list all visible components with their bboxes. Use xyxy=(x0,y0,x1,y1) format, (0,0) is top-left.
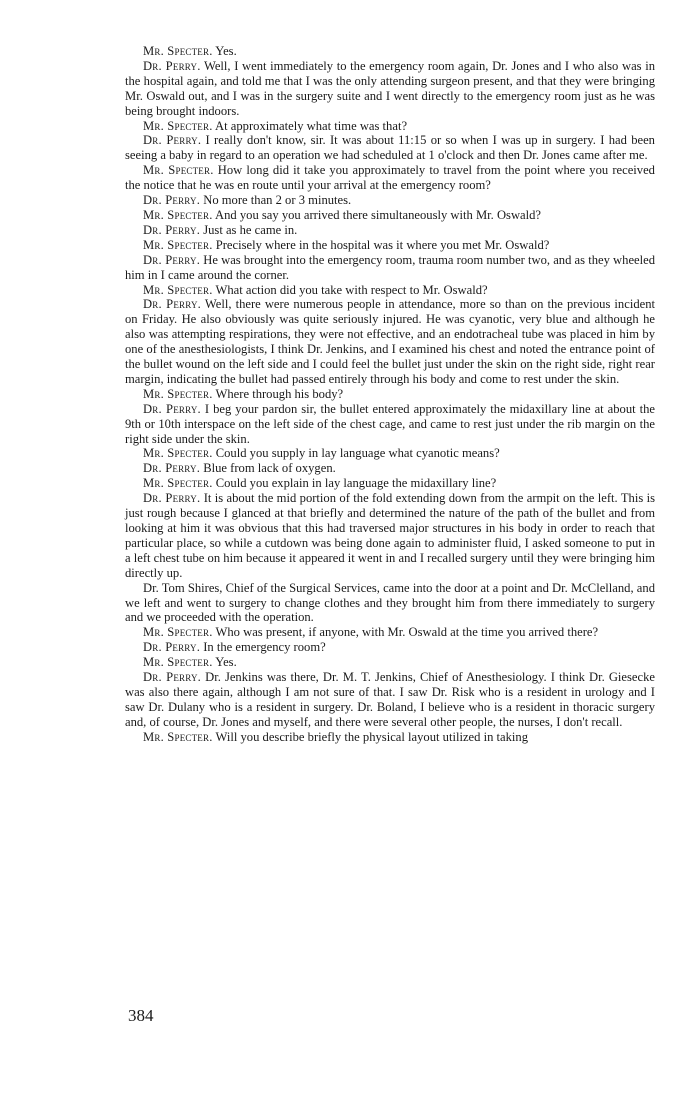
paragraph-text: I really don't know, sir. It was about 11:15 or so when I was up in surgery. I had been seeing a baby in regard to an operation we had scheduled at 1 o'clock and then Dr. Jones came after me. xyxy=(125,133,655,163)
speaker-label: Dr. Perry. xyxy=(143,640,201,655)
paragraph-text: Just as he came in. xyxy=(203,222,298,237)
paragraph-text: Yes. xyxy=(215,44,237,58)
speaker-label: Dr. Perry. xyxy=(143,461,201,476)
page-number: 384 xyxy=(128,1006,154,1025)
transcript-paragraph xyxy=(125,581,655,626)
transcript-paragraph xyxy=(125,491,655,580)
transcript-paragraph xyxy=(125,193,655,208)
speaker-label: Mr. Specter. xyxy=(143,655,213,670)
speaker-label: Dr. Perry. xyxy=(143,252,201,267)
speaker-label: Mr. Specter. xyxy=(143,446,213,461)
paragraph-text: Where through his body? xyxy=(215,386,344,401)
speaker-label: Mr. Specter. xyxy=(143,118,213,133)
transcript-paragraph xyxy=(125,640,655,655)
transcript-paragraph xyxy=(125,253,655,283)
transcript-paragraph xyxy=(125,446,655,461)
transcript-paragraph xyxy=(125,297,655,386)
paragraph-text: At approximately what time was that? xyxy=(215,118,408,133)
paragraph-text: Could you explain in lay language the midaxillary line? xyxy=(215,476,497,491)
paragraph-text: No more than 2 or 3 minutes. xyxy=(203,193,352,208)
speaker-label: Dr. Perry. xyxy=(143,401,201,416)
transcript-paragraph xyxy=(125,387,655,402)
transcript-paragraph xyxy=(125,238,655,253)
paragraph-text: Blue from lack of oxygen. xyxy=(203,461,336,476)
speaker-label: Dr. Perry. xyxy=(143,297,201,312)
transcript-paragraph xyxy=(125,655,655,670)
speaker-label: Mr. Specter. xyxy=(143,386,213,401)
paragraph-text: I beg your pardon sir, the bullet entered approximately the midaxillary line at about the 9th or 10th interspace on the left side of the chest cage, and came to rest just under the rib margin on the right side under the skin. xyxy=(125,401,655,446)
transcript-paragraph xyxy=(125,133,655,163)
paragraph-text: Yes. xyxy=(215,655,237,670)
paragraph-text: What action did you take with respect to Mr. Oswald? xyxy=(215,282,488,297)
transcript-paragraph xyxy=(125,476,655,491)
transcript-paragraph xyxy=(125,59,655,119)
paragraph-text: Dr. Tom Shires, Chief of the Surgical Services, came into the door at a point and Dr. McClelland, and we left and went to surgery to change clothes and they brought him from there immediately to surgery and we proceeded with the operation. xyxy=(125,580,655,625)
speaker-label: Dr. Perry. xyxy=(143,193,201,208)
transcript-paragraph xyxy=(125,625,655,640)
speaker-label: Mr. Specter. xyxy=(143,163,214,178)
speaker-label: Dr. Perry. xyxy=(143,670,201,685)
speaker-label: Mr. Specter. xyxy=(143,476,213,491)
transcript-paragraph xyxy=(125,119,655,134)
transcript-paragraph xyxy=(125,223,655,238)
transcript-paragraph xyxy=(125,461,655,476)
transcript-paragraph xyxy=(125,283,655,298)
speaker-label: Mr. Specter. xyxy=(143,44,213,58)
paragraph-text: Could you supply in lay language what cyanotic means? xyxy=(215,446,500,461)
transcript-paragraph xyxy=(125,208,655,223)
transcript-paragraph xyxy=(125,402,655,447)
transcript-paragraph xyxy=(125,670,655,730)
speaker-label: Dr. Perry. xyxy=(143,58,201,73)
speaker-label: Mr. Specter. xyxy=(143,237,213,252)
speaker-label: Dr. Perry. xyxy=(143,222,201,237)
paragraph-text: Precisely where in the hospital was it where you met Mr. Oswald? xyxy=(215,237,550,252)
paragraph-text: Well, I went immediately to the emergency room again, Dr. Jones and I who also was in the hospital again, and told me that I was the only attending surgeon present, and that they were bringing Mr. Oswald out, and I was in the surgery suite and I went directly to the emergency room just as he was being brought indoors. xyxy=(125,58,655,118)
paragraph-text: It is about the mid portion of the fold extending down from the armpit on the left. This is just rough because I glanced at that briefly and determined the nature of the path of the bullet and from looking at him it was obvious that this had traversed major structures in his body in order to reach that particular place, so while a cutdown was being done again to administer fluid, I asked someone to put in a left chest tube on him because it appeared it went in and I recalled surgery until they were bringing him directly up. xyxy=(125,491,655,580)
paragraph-text: He was brought into the emergency room, trauma room number two, and as they wheeled him in I came around the corner. xyxy=(125,252,656,282)
transcript-paragraph xyxy=(125,163,655,193)
speaker-label: Mr. Specter. xyxy=(143,625,213,640)
speaker-label: Mr. Specter. xyxy=(143,207,213,222)
paragraph-text: Will you describe briefly the physical layout utilized in taking xyxy=(215,729,528,744)
speaker-label: Mr. Specter. xyxy=(143,282,213,297)
transcript-paragraph xyxy=(125,730,655,745)
transcript-page xyxy=(125,44,655,745)
paragraph-text: Dr. Jenkins was there, Dr. M. T. Jenkins, Chief of Anesthesiology. I think Dr. Giesecke was also there again, although I am not sure of that. I saw Dr. Risk who is a resident in urology and I saw Dr. Dulany who is a resident in surgery. Dr. Boland, I believe who is a resident in thoracic surgery and, of course, Dr. Jones and myself, and there were several other people, the nurses, I don't recall. xyxy=(125,670,655,729)
paragraph-text: In the emergency room? xyxy=(203,640,326,655)
speaker-label: Dr. Perry. xyxy=(143,133,202,148)
paragraph-text: Well, there were numerous people in attendance, more so than on the previous incident on Friday. He also obviously was quite seriously injured. He was cyanotic, very blue and although he also was attempting respirations, they were not effective, and an endotracheal tube was placed in him by one of the anesthesiologists, I think Dr. Jenkins, and I examined his chest and noted the entrance point of the bullet wound on the left side and I could feel the bullet just under the skin on the right side, right rear margin, indicating the bullet had passed entirely through his body and come to rest under the skin. xyxy=(125,297,656,386)
paragraph-text: How long did it take you approximately to travel from the point where you received the notice that he was en route until your arrival at the emergency room? xyxy=(125,163,655,193)
transcript-paragraph xyxy=(125,44,655,59)
paragraph-text: Who was present, if anyone, with Mr. Oswald at the time you arrived there? xyxy=(215,625,599,640)
paragraph-text: And you say you arrived there simultaneously with Mr. Oswald? xyxy=(215,207,542,222)
speaker-label: Mr. Specter. xyxy=(143,729,213,744)
speaker-label: Dr. Perry. xyxy=(143,491,201,506)
